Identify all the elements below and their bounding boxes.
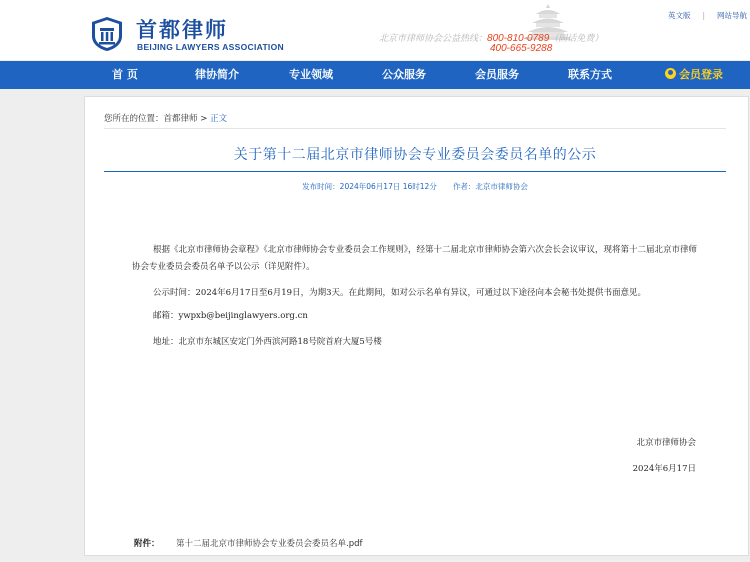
email-address: ywpxb@beijinglawyers.org.cn — [178, 311, 308, 321]
hotline-number-2: 400-665-9288 — [490, 43, 553, 54]
hotline-label: 北京市律师协会公益热线： — [379, 34, 488, 44]
english-version-link[interactable]: 英文版 — [668, 11, 691, 20]
member-login-label: 会员登录 — [679, 68, 723, 81]
breadcrumb-home-link[interactable]: 首都律师 — [163, 114, 198, 124]
breadcrumb — [104, 112, 227, 124]
breadcrumb-divider — [104, 128, 726, 129]
nav-item-public-services[interactable]: 公众服务 — [382, 68, 426, 81]
nav-item-practice-areas[interactable]: 专业领域 — [289, 68, 333, 81]
top-links-divider: | — [702, 11, 706, 20]
email-label: 邮箱： — [153, 311, 179, 321]
publish-time-label: 发布时间： — [302, 182, 340, 191]
user-icon — [665, 68, 676, 79]
breadcrumb-label: 您所在的位置： — [104, 114, 164, 124]
publish-time: 2024年06月17日 16时12分 — [339, 182, 437, 191]
address-label: 地址： — [153, 337, 179, 347]
nav-item-about[interactable]: 律协简介 — [195, 68, 239, 81]
article-panel — [84, 96, 749, 556]
email-line — [153, 308, 308, 325]
nav-item-member-services[interactable]: 会员服务 — [475, 68, 519, 81]
breadcrumb-current[interactable]: 正文 — [210, 114, 228, 124]
hotline-number: 800-810-0789 — [487, 33, 550, 44]
site-map-link[interactable]: 网站导航 — [717, 11, 748, 20]
signature-date: 2024年6月17日 — [632, 464, 696, 474]
association-logo-icon[interactable] — [90, 16, 124, 52]
logo-subtitle: BEIJING LAWYERS ASSOCIATION — [137, 42, 284, 52]
title-divider — [104, 171, 726, 172]
logo-title[interactable]: 首都律师 — [136, 18, 228, 42]
site-header — [0, 0, 750, 60]
attachment-link[interactable]: 第十二届北京市律师协会专业委员会委员名单.pdf — [176, 539, 363, 549]
address-line — [153, 334, 382, 351]
address-text: 北京市东城区安定门外西滨河路18号院首府大厦5号楼 — [178, 337, 382, 347]
article-title: 关于第十二届北京市律师协会专业委员会委员名单的公示 — [233, 147, 597, 163]
top-links — [668, 10, 747, 21]
article-meta — [104, 181, 726, 192]
article-paragraph: 公示时间：2024年6月17日至6月19日，为期3天。在此期间，如对公示名单有异议，可通过以下途径向本会秘书处提供书面意见。 — [153, 288, 646, 298]
nav-item-contact[interactable]: 联系方式 — [568, 68, 612, 81]
nav-item-home[interactable]: 首 页 — [112, 68, 138, 81]
author-name: 北京市律师协会 — [475, 182, 528, 191]
article-paragraph: 根据《北京市律师协会章程》《北京市律师协会专业委员会工作规则》，经第十二届北京市律师协会第六次会长会议审议，现将第十二届北京市律师协会专业委员会委员名单予以公示（详见附件）。 — [132, 245, 698, 272]
author-label: 作者： — [452, 182, 476, 191]
main-nav — [0, 61, 750, 89]
hotline-note: （固话免费） — [549, 34, 604, 44]
member-login-button[interactable] — [665, 61, 723, 89]
signature: 北京市律师协会 — [636, 438, 696, 448]
attachment-label: 附件： — [134, 539, 160, 549]
breadcrumb-separator: > — [197, 114, 211, 124]
